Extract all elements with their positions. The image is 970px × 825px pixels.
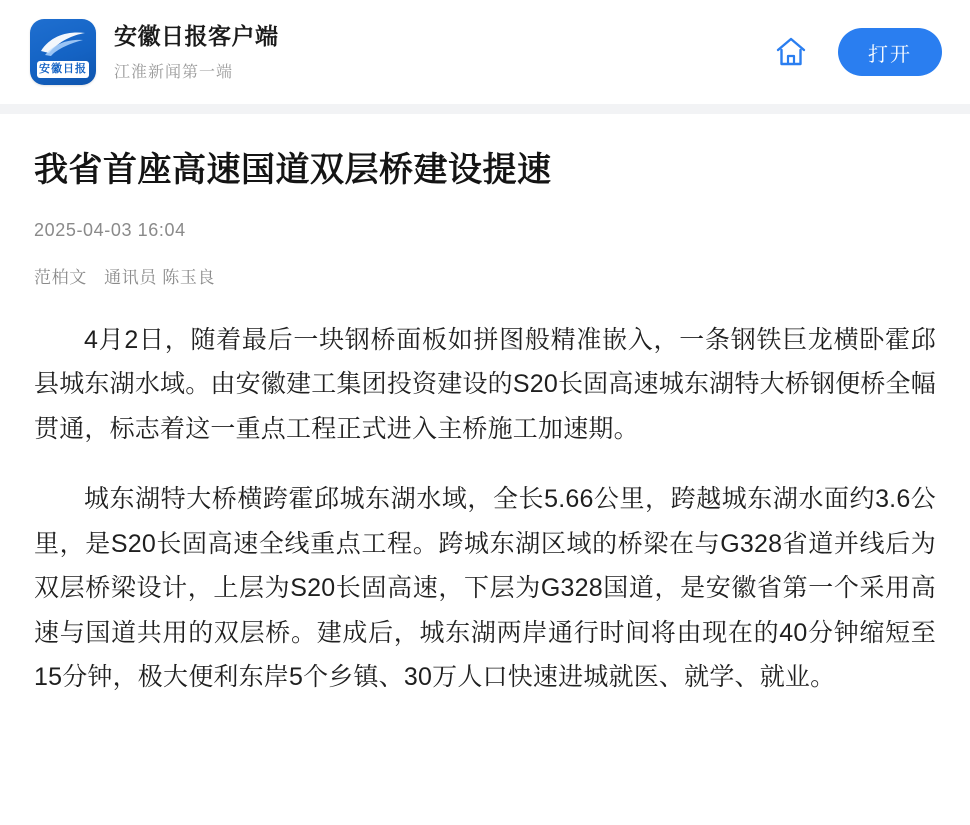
app-logo (30, 19, 96, 85)
article-paragraph: 4月2日，随着最后一块钢桥面板如拼图般精准嵌入，一条钢铁巨龙横卧霍邱县城东湖水域。由安徽建工集团投资建设的S20长固高速城东湖特大桥钢便桥全幅贯通，标志着这一重点工程正式进入主桥施工加速期。 (34, 325, 936, 443)
byline-contributor: 陈玉良 (162, 267, 216, 287)
app-logo-plate-text: 安徽日报 (37, 61, 89, 78)
app-subtitle: 江淮新闻第一端 (114, 63, 234, 81)
page-title: 我省首座高速国道双层桥建设提速 (34, 151, 552, 189)
home-icon[interactable] (774, 35, 808, 69)
app-header-bar (0, 0, 970, 104)
byline (34, 263, 936, 288)
publish-timestamp: 2025-04-03 16:04 (34, 219, 186, 240)
open-app-button[interactable]: 打开 (838, 28, 942, 76)
app-title: 安徽日报客户端 (114, 23, 279, 50)
byline-role: 通讯员 (104, 267, 157, 287)
wave-mark-icon (39, 29, 87, 57)
article-paragraph: 城东湖特大桥横跨霍邱城东湖水域，全长5.66公里，跨越城东湖水面约3.6公里，是S20长固高速全线重点工程。跨城东湖区域的桥梁在与G328省道并线后为双层桥梁设计，上层为S20长固高速，下层为G328国道，是安徽省第一个采用高速与国道共用的双层桥。建成后，城东湖两岸通行时间将由现在的40分钟缩短至15分钟，极大便利东岸5个乡镇、30万人口快速进城就医、就学、就业。 (34, 485, 936, 692)
byline-author: 范柏文 (34, 267, 87, 287)
article-container (0, 114, 970, 825)
app-identity (114, 22, 774, 82)
